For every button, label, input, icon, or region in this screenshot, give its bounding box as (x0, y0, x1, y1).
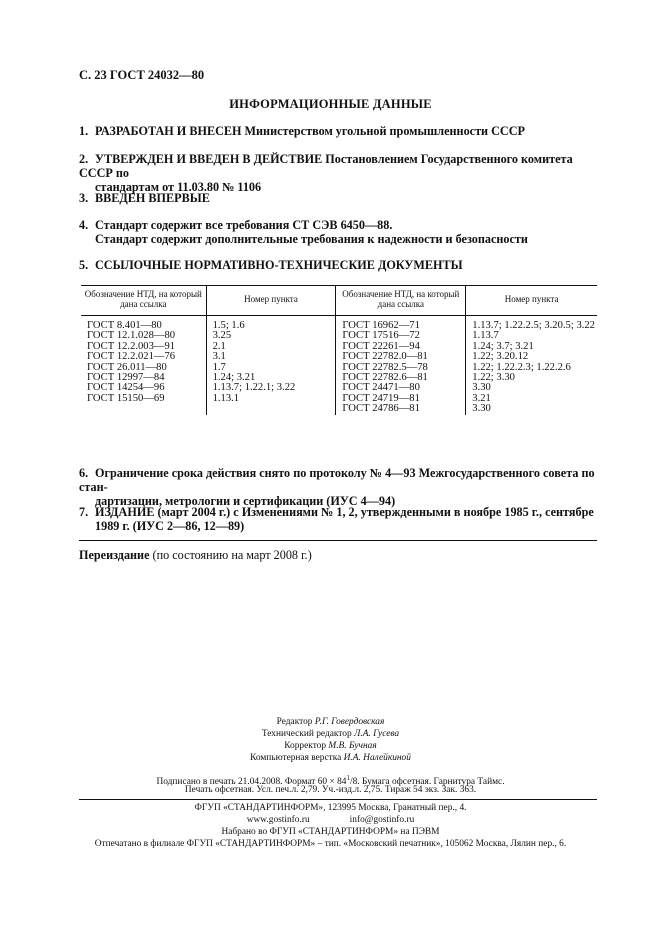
print-info-text: /8. Бумага офсетная. Гарнитура Таймс. (349, 777, 505, 788)
clause-cell: 1.7 (206, 363, 336, 373)
credit-name: И.А. Налейкиной (343, 753, 411, 763)
page-title: ИНФОРМАЦИОННЫЕ ДАННЫЕ (229, 97, 432, 111)
ntd-cell: ГОСТ 12.2.003—91 (81, 342, 206, 352)
item-text-line2: Стандарт содержит дополнительные требования к надежности и безопасности (95, 232, 528, 246)
ntd-cell: ГОСТ 22261—94 (336, 342, 466, 352)
publisher-contacts (0, 814, 661, 827)
credit-name: Л.А. Гусева (354, 729, 400, 739)
reissue-label: Переиздание (79, 548, 150, 562)
table-row (81, 394, 597, 404)
ntd-cell: ГОСТ 17516—72 (336, 331, 466, 341)
clause-cell: 1.24; 3.7; 3.21 (472, 340, 534, 352)
item-7 (79, 505, 599, 533)
item-number: 7. (79, 505, 89, 519)
item-heading: ССЫЛОЧНЫЕ НОРМАТИВНО-ТЕХНИЧЕСКИЕ ДОКУМЕНТЫ (95, 258, 463, 272)
item-2 (79, 152, 599, 194)
publisher-address: ФГУП «СТАНДАРТИНФОРМ», 123995 Москва, Гранатный пер., 4. (194, 803, 467, 813)
clause-cell: 1.22; 3.20.12 (472, 351, 529, 363)
credit-label: Технический редактор (261, 729, 355, 739)
credits-layout (0, 752, 661, 765)
credits-editor (0, 716, 661, 729)
item-1 (79, 124, 599, 138)
ntd-cell: ГОСТ 16962—71 (336, 316, 466, 332)
column-header: Номер пункта (206, 285, 336, 316)
ntd-cell: ГОСТ 14254—96 (81, 383, 206, 393)
item-3 (79, 191, 599, 205)
item-heading: ВВЕДЕН ВПЕРВЫЕ (95, 191, 210, 205)
item-heading: РАЗРАБОТАН И ВНЕСЕН (95, 124, 242, 138)
clause-cell: 3.21 (472, 392, 491, 404)
item-text-line2: 1989 г. (ИУС 2—86, 12—89) (95, 519, 245, 533)
item-number: 1. (79, 124, 89, 138)
item-text: Стандарт содержит все требования СТ СЭВ 6450—88. (95, 218, 393, 232)
ntd-cell: ГОСТ 26.011—80 (81, 363, 206, 373)
credit-label: Компьютерная верстка (250, 753, 344, 763)
item-text: ИЗДАНИЕ (март 2004 г.) с Изменениями № 1, 2, утвержденными в ноябре 1985 г., сентябре (95, 505, 594, 519)
reissue-note (79, 548, 312, 563)
ntd-cell (81, 404, 206, 414)
clause-cell: 1.13.7; 1.22.2.5; 3.20.5; 3.22 (472, 320, 595, 331)
ntd-cell: ГОСТ 12997—84 (81, 373, 206, 383)
item-text: Ограничение срока действия снято по протоколу № 4—93 Межгосударственного совета по стан- (79, 466, 595, 494)
clause-cell: 1.13.1 (206, 394, 336, 404)
ntd-cell: ГОСТ 22782.5—78 (336, 363, 466, 373)
ntd-cell: ГОСТ 24786—81 (336, 404, 466, 414)
ntd-cell: ГОСТ 22782.0—81 (336, 352, 466, 362)
clause-cell: 3.30 (472, 403, 491, 415)
ntd-cell: ГОСТ 8.401—80 (81, 316, 206, 332)
clause-cell: 1.22; 3.30 (472, 372, 515, 384)
publisher-typeset: Набрано во ФГУП «СТАНДАРТИНФОРМ» на ПЭВМ (221, 827, 440, 837)
publisher-email: info@gostinfo.ru (349, 815, 415, 825)
publisher-website: www.gostinfo.ru (246, 815, 310, 825)
item-number: 5. (79, 258, 89, 272)
item-text: Постановлением Государственного комитета СССР по (79, 152, 573, 180)
credit-label: Корректор (284, 741, 329, 751)
credit-name: Р.Г. Говердовская (314, 717, 385, 727)
ntd-cell: ГОСТ 15150—69 (81, 394, 206, 404)
ntd-cell: ГОСТ 22782.6—81 (336, 373, 466, 383)
ntd-cell: ГОСТ 24471—80 (336, 383, 466, 393)
clause-cell: 1.13.7 (472, 330, 499, 342)
column-header: Обозначение НТД, на который дана ссылка (81, 285, 206, 316)
ntd-cell: ГОСТ 24719—81 (336, 394, 466, 404)
divider (79, 540, 597, 541)
item-number: 2. (79, 152, 89, 166)
table-row (81, 404, 597, 414)
page-header: С. 23 ГОСТ 24032—80 (79, 68, 205, 82)
credits-tech (0, 728, 661, 741)
clause-cell: 1.5; 1.6 (206, 316, 336, 332)
item-heading: УТВЕРЖДЕН И ВВЕДЕН В ДЕЙСТВИЕ (95, 152, 323, 166)
table-header-row (81, 285, 597, 316)
clause-cell: 1.13.7; 1.22.1; 3.22 (206, 383, 336, 393)
table-row (81, 316, 597, 332)
print-info-text: Подписано в печать 21.04.2008. Формат 60 × 84 (156, 777, 347, 788)
clause-cell: 1.24; 3.21 (206, 373, 336, 383)
credits-proof (0, 740, 661, 753)
item-4 (79, 218, 599, 246)
column-header: Номер пункта (466, 285, 597, 316)
ntd-cell: ГОСТ 12.2.021—76 (81, 352, 206, 362)
print-info-line2: Печать офсетная. Усл. печ.л. 2,79. Уч.-изд.л. 2,75. Тираж 54 экз. Зак. 363. (184, 785, 477, 795)
clause-cell: 3.25 (206, 331, 336, 341)
item-5 (79, 258, 599, 272)
item-text-line2: дартизации, метрологии и сертификации (ИУС 4—94) (95, 494, 396, 508)
references-table (81, 285, 597, 415)
credit-label: Редактор (276, 717, 315, 727)
publisher-printed: Отпечатано в филиале ФГУП «СТАНДАРТИНФОРМ» – тип. «Московский печатник», 105062 Москва, Лялин пер., 6. (94, 839, 567, 849)
credit-name: М.В. Бучная (328, 741, 377, 751)
item-number: 3. (79, 191, 89, 205)
item-6 (79, 466, 599, 508)
print-info-sup: 1 (346, 774, 350, 782)
ntd-cell: ГОСТ 12.1.028—80 (81, 331, 206, 341)
clause-cell (206, 404, 336, 414)
item-text-line2: стандартам от 11.03.80 № 1106 (95, 180, 262, 194)
clause-cell: 3.1 (206, 352, 336, 362)
item-text: Министерством угольной промышленности СССР (241, 124, 525, 138)
clause-cell: 2.1 (206, 342, 336, 352)
clause-cell: 1.22; 1.22.2.3; 1.22.2.6 (472, 361, 571, 373)
column-header: Обозначение НТД, на который дана ссылка (336, 285, 466, 316)
clause-cell: 3.30 (472, 382, 491, 394)
item-number: 6. (79, 466, 89, 480)
item-number: 4. (79, 218, 89, 232)
footer-divider (79, 799, 597, 800)
reissue-text: (по состоянию на март 2008 г.) (149, 548, 312, 562)
